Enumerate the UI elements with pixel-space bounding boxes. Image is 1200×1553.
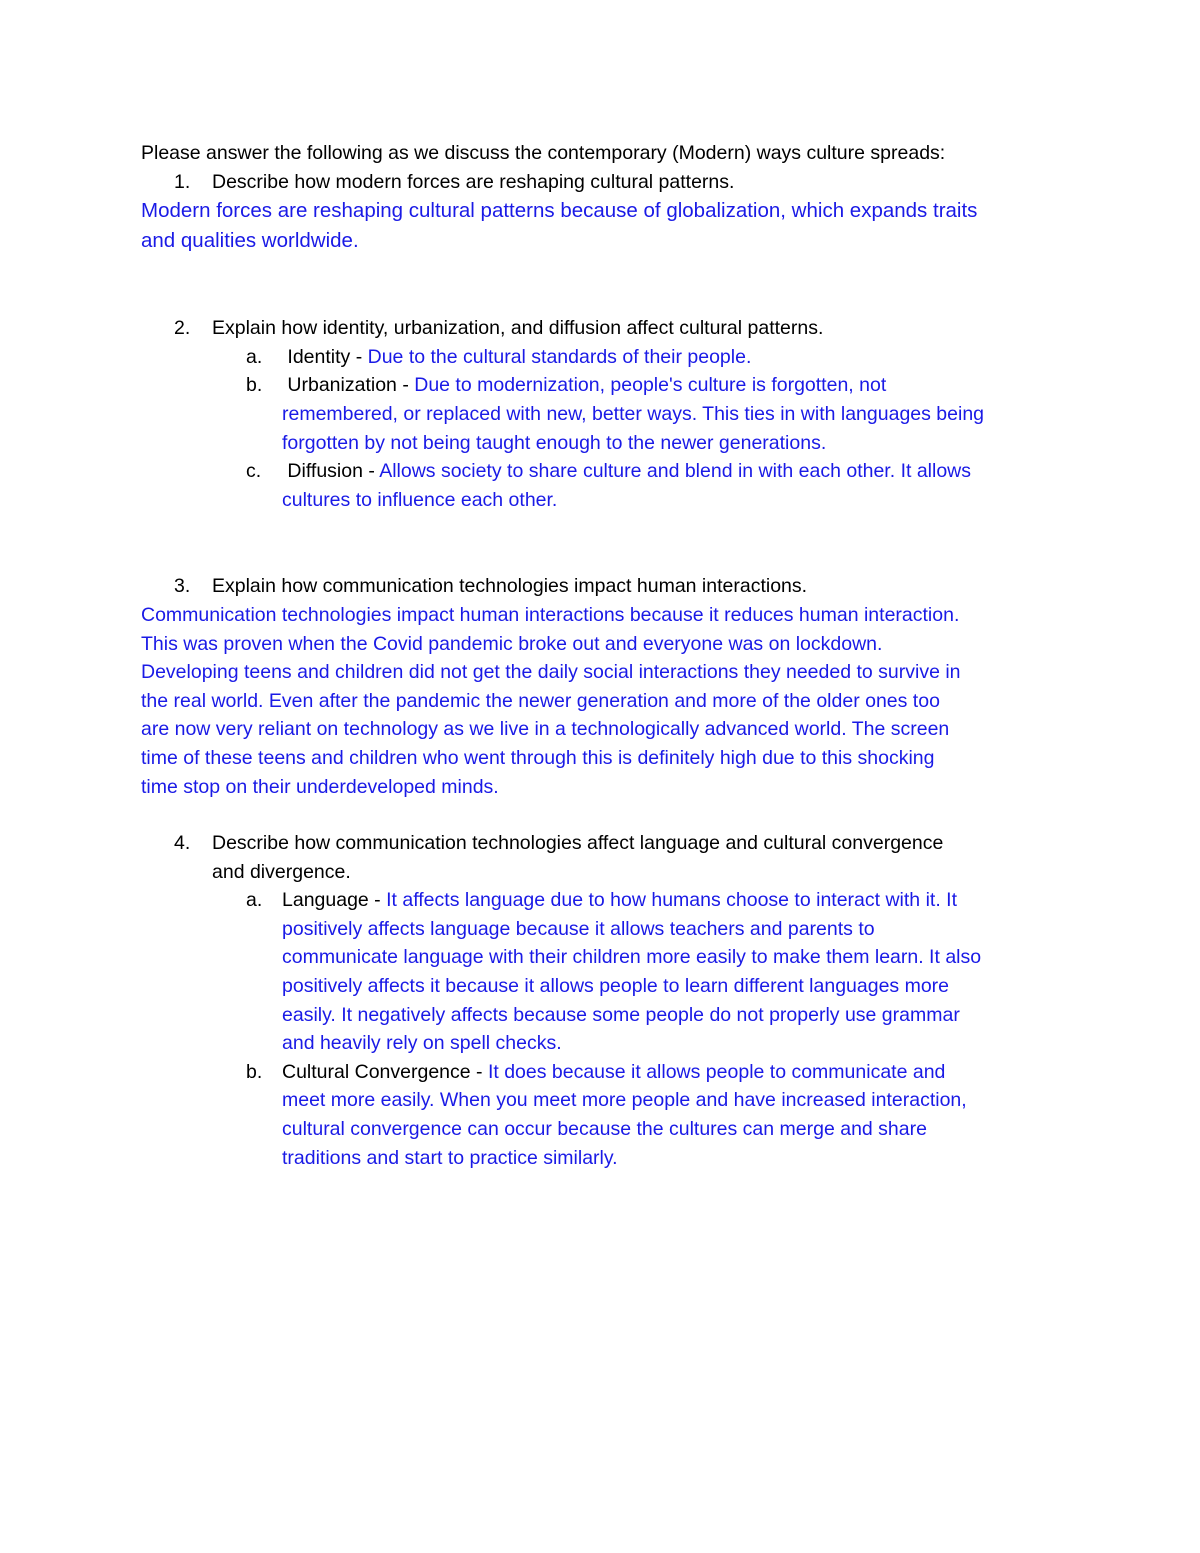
sub-item-label: Diffusion - (282, 460, 380, 483)
answer-line: Developing teens and children did not get the daily social interactions they needed to survive in (141, 661, 961, 684)
sub-item-answer-line: positively affects it because it allows people to learn different languages more (282, 975, 950, 998)
sub-item-answer-line: forgotten by not being taught enough to the newer generations. (282, 431, 827, 454)
sub-item-letter: a. (246, 889, 263, 912)
sub-item-cultural-convergence (141, 1058, 1071, 1172)
spacer (141, 256, 1071, 314)
sub-item-answer-line: communicate language with their children more easily to make them learn. It also (282, 946, 982, 969)
sub-item-answer: Allows society to share culture and blend in with each other. It allows (379, 460, 972, 483)
question-text: Describe how communication technologies affect language and cultural convergence (212, 832, 944, 855)
sub-item-label: Urbanization - (282, 374, 415, 397)
question-4 (141, 829, 1071, 886)
sub-item-answer: It affects language due to how humans choose to interact with it. It (386, 889, 957, 912)
sub-item-answer: It does because it allows people to communicate and (487, 1060, 946, 1083)
sub-item-label: Identity - (282, 345, 368, 368)
question-text: Describe how modern forces are reshaping cultural patterns. (212, 170, 735, 193)
sub-item-language (141, 886, 1071, 1058)
sub-item-answer-line: cultural convergence can occur because the cultures can merge and share (282, 1118, 927, 1141)
sub-item-letter: b. (246, 374, 263, 397)
sub-item-letter: c. (246, 460, 262, 483)
question-1 (141, 168, 1071, 197)
sub-item-answer-line: easily. It negatively affects because some people do not properly use grammar (282, 1003, 960, 1026)
answer-line: time of these teens and children who went through this is definitely high due to this shocking (141, 746, 935, 769)
question-number: 1. (174, 170, 191, 193)
sub-item-answer-line: traditions and start to practice similarly. (282, 1146, 618, 1169)
sub-item-answer: Due to the cultural standards of their people. (367, 345, 752, 368)
answer-3 (141, 601, 1071, 801)
sub-item-letter: b. (246, 1060, 263, 1083)
question-number: 3. (174, 575, 191, 598)
sub-item-answer-line: remembered, or replaced with new, better ways. This ties in with languages being (282, 402, 985, 425)
answer-line: and qualities worldwide. (141, 229, 359, 253)
sub-item-answer-line: cultures to influence each other. (282, 488, 558, 511)
sub-item-answer-line: positively affects language because it allows teachers and parents to (282, 917, 875, 940)
sub-item-label: Cultural Convergence - (282, 1060, 488, 1083)
question-text: Explain how communication technologies impact human interactions. (212, 575, 808, 598)
sub-item-urbanization (141, 371, 1071, 457)
sub-item-diffusion (141, 457, 1071, 514)
answer-line: Communication technologies impact human interactions because it reduces human interaction. (141, 603, 960, 626)
answer-line: are now very reliant on technology as we live in a technologically advanced world. The screen (141, 718, 950, 741)
answer-line: the real world. Even after the pandemic the newer generation and more of the older ones too (141, 689, 940, 712)
sub-item-letter: a. (246, 345, 263, 368)
answer-line: Modern forces are reshaping cultural patterns because of globalization, which expands traits (141, 199, 978, 223)
question-number: 4. (174, 832, 191, 855)
question-number: 2. (174, 317, 191, 340)
spacer (141, 514, 1071, 572)
worksheet-content (141, 139, 1071, 1172)
question-text: and divergence. (212, 860, 351, 883)
sub-item-answer-line: and heavily rely on spell checks. (282, 1032, 562, 1055)
question-3 (141, 572, 1071, 601)
answer-1 (141, 196, 1071, 256)
sub-item-answer: Due to modernization, people's culture is forgotten, not (414, 374, 887, 397)
sub-item-identity (141, 343, 1071, 372)
sub-item-answer-line: meet more easily. When you meet more people and have increased interaction, (282, 1089, 967, 1112)
sub-item-label: Language - (282, 889, 387, 912)
answer-line: time stop on their underdeveloped minds. (141, 775, 499, 798)
question-text: Explain how identity, urbanization, and diffusion affect cultural patterns. (212, 317, 824, 340)
question-2 (141, 314, 1071, 343)
intro-text: Please answer the following as we discuss the contemporary (Modern) ways culture spreads: (141, 142, 946, 164)
answer-line: This was proven when the Covid pandemic broke out and everyone was on lockdown. (141, 632, 883, 655)
spacer (141, 801, 1071, 829)
